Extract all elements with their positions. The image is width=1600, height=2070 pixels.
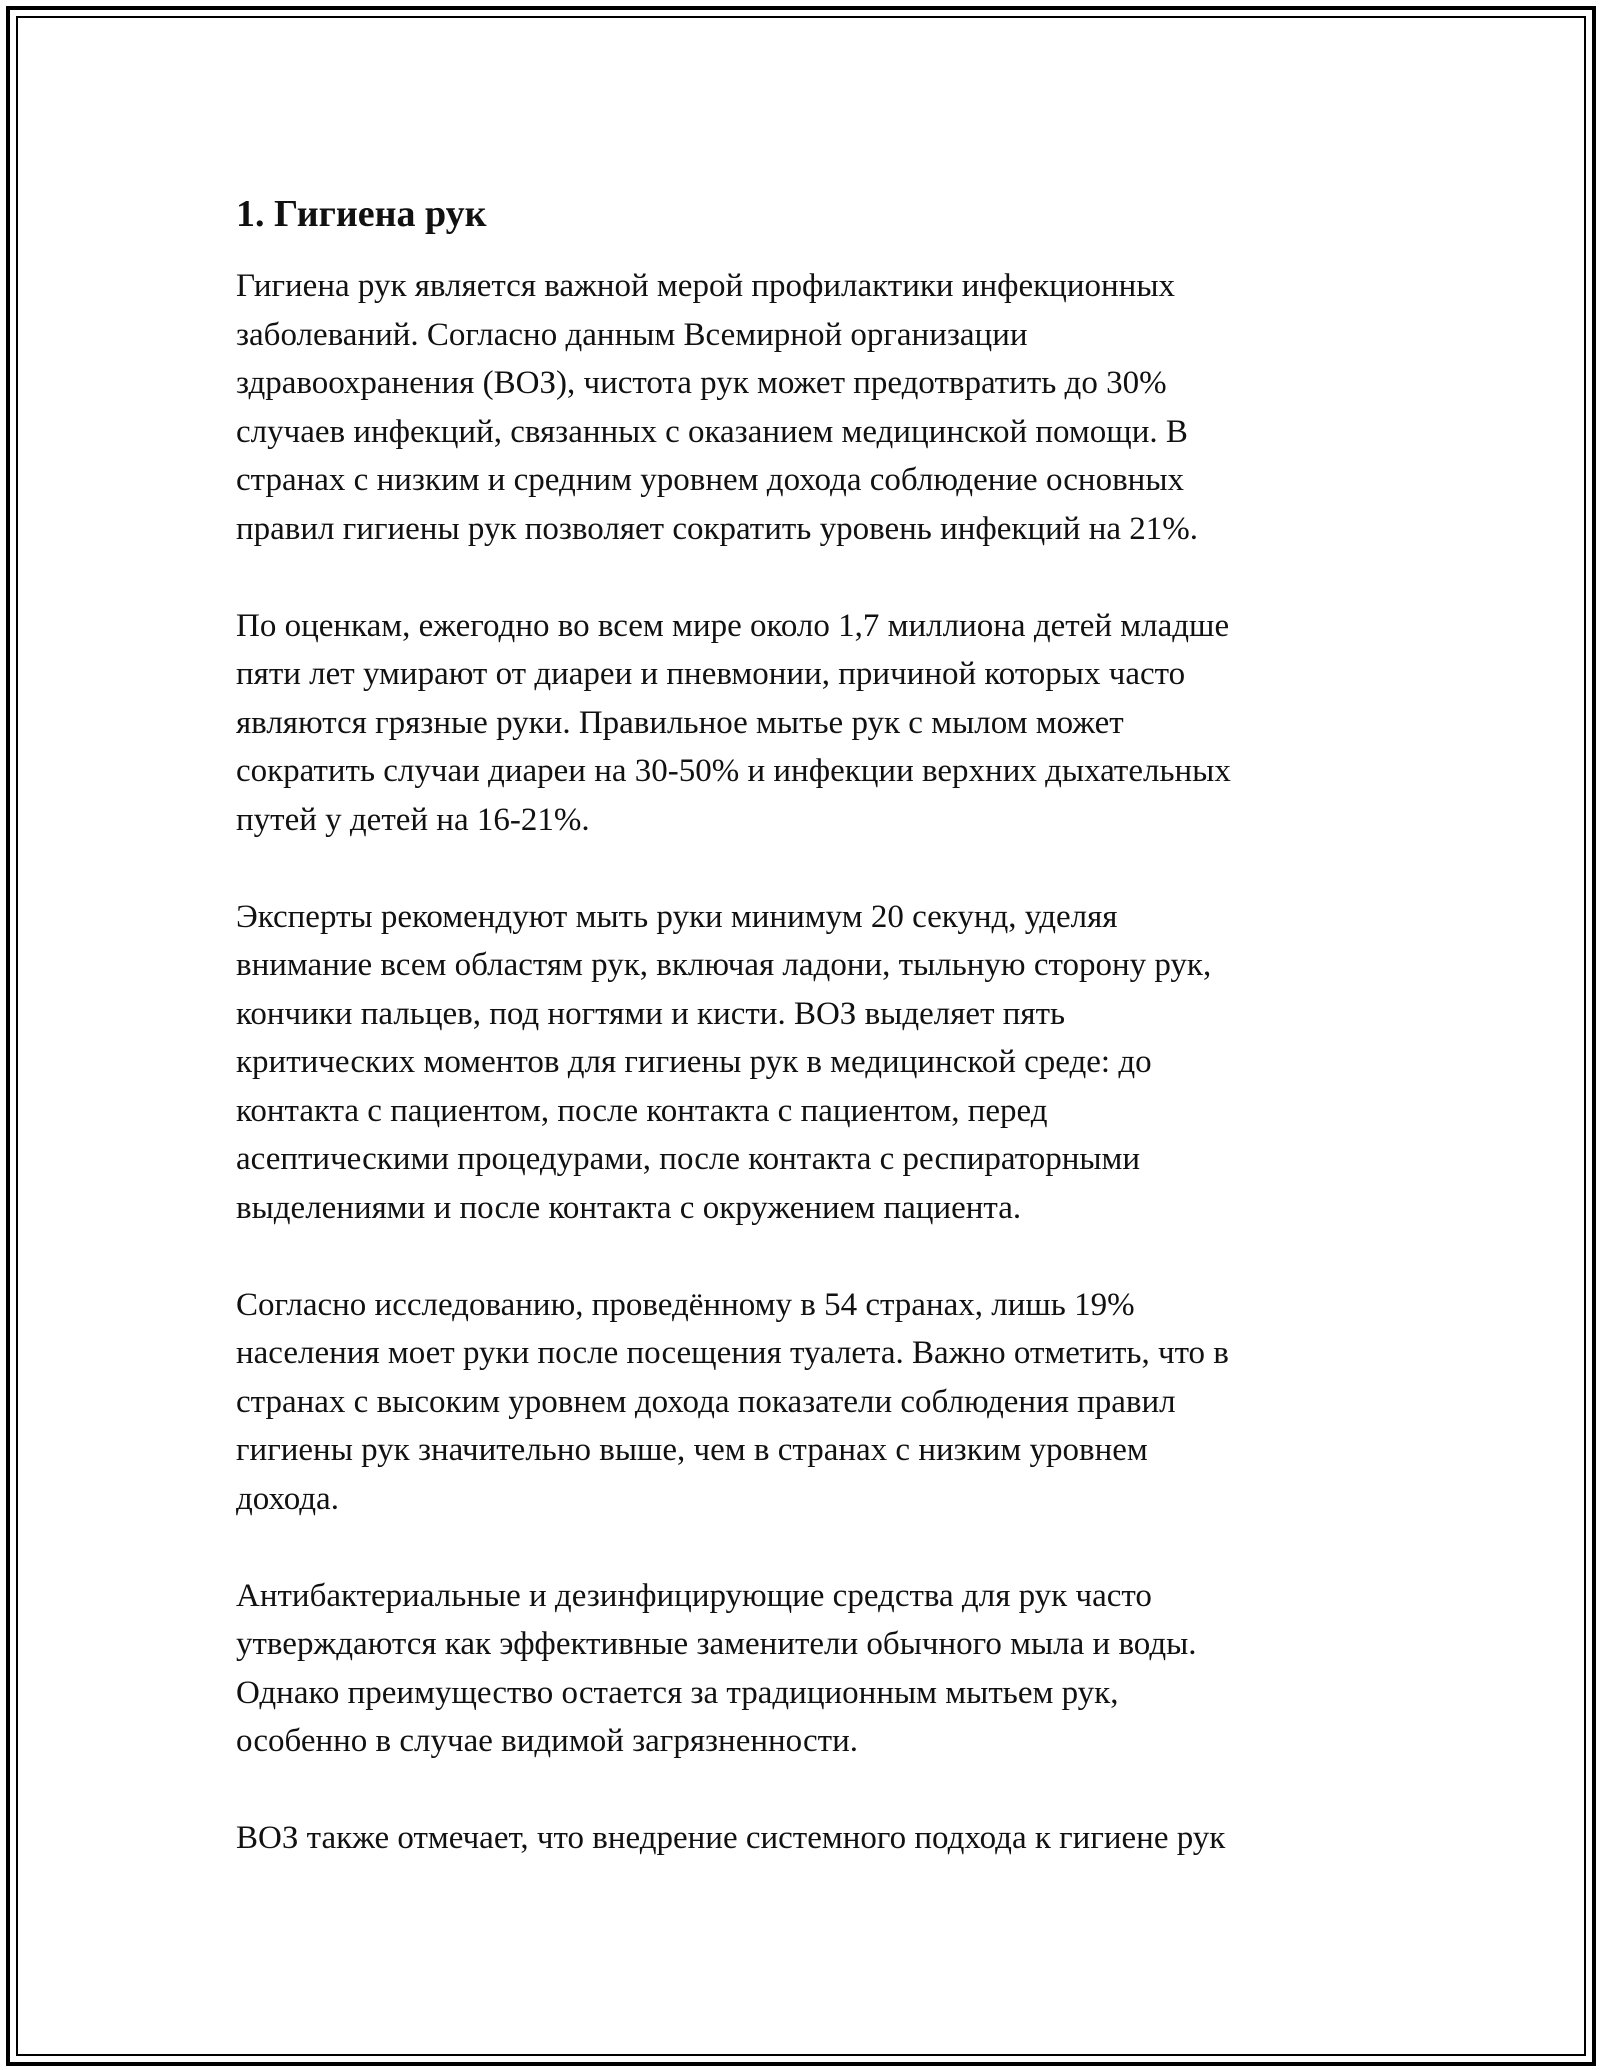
text-line: странах с низким и средним уровнем дохода соблюдение основных [236,462,1184,498]
paragraph-1 [236,262,1366,553]
paragraph-2 [236,602,1366,845]
text-line: правил гигиены рук позволяет сократить уровень инфекций на 21%. [236,510,1198,547]
text-line: заболеваний. Согласно данным Всемирной организации [236,316,1028,353]
paragraph-3 [236,893,1366,1233]
document-body [236,184,1366,1911]
text-line: гигиены рук значительно выше, чем в странах с низким уровнем [236,1432,1148,1468]
text-line: утверждаются как эффективные заменители обычного мыла и воды. [236,1626,1197,1662]
text-line: являются грязные руки. Правильное мытье рук с мылом может [236,704,1124,741]
text-line: Согласно исследованию, проведённому в 54 странах, лишь 19% [236,1286,1135,1323]
text-line: кончики пальцев, под ногтями и кисти. ВОЗ выделяет пять [236,995,1066,1032]
text-line: ВОЗ также отмечает, что внедрение системного подхода к гигиене рук [236,1820,1226,1856]
text-line: выделениями и после контакта с окружением пациента. [236,1189,1022,1226]
paragraph-4 [236,1281,1366,1524]
text-line: Антибактериальные и дезинфицирующие средства для рук часто [236,1577,1152,1614]
text-line: странах с высоким уровнем дохода показатели соблюдения правил [236,1383,1176,1420]
text-line: Однако преимущество остается за традиционным мытьем рук, [236,1674,1119,1711]
section-heading: 1. Гигиена рук [236,193,487,235]
text-line: Гигиена рук является важной мерой профилактики инфекционных [236,268,1175,304]
text-line: случаев инфекций, связанных с оказанием медицинской помощи. В [236,413,1188,450]
text-line: асептическими процедурами, после контакта с респираторными [236,1141,1141,1177]
text-line: По оценкам, ежегодно во всем мире около 1,7 миллиона детей младше [236,607,1230,644]
text-line: сократить случаи диареи на 30-50% и инфекции верхних дыхательных [236,753,1231,789]
text-line: путей у детей на 16-21%. [236,801,590,838]
text-line: критических моментов для гигиены рук в медицинской среде: до [236,1044,1152,1080]
paragraph-5 [236,1572,1366,1766]
text-line: пяти лет умирают от диареи и пневмонии, причиной которых часто [236,656,1186,692]
text-line: населения моет руки после посещения туалета. Важно отметить, что в [236,1335,1229,1371]
text-line: особенно в случае видимой загрязненности. [236,1723,858,1759]
text-line: внимание всем областям рук, включая ладони, тыльную сторону рук, [236,947,1212,983]
text-line: здравоохранения (ВОЗ), чистота рук может предотвратить до 30% [236,365,1167,401]
text-line: дохода. [236,1480,339,1517]
text-line: контакта с пациентом, после контакта с пациентом, перед [236,1092,1048,1129]
paragraph-6 [236,1814,1366,1863]
text-line: Эксперты рекомендуют мыть руки минимум 20 секунд, уделяя [236,898,1118,935]
